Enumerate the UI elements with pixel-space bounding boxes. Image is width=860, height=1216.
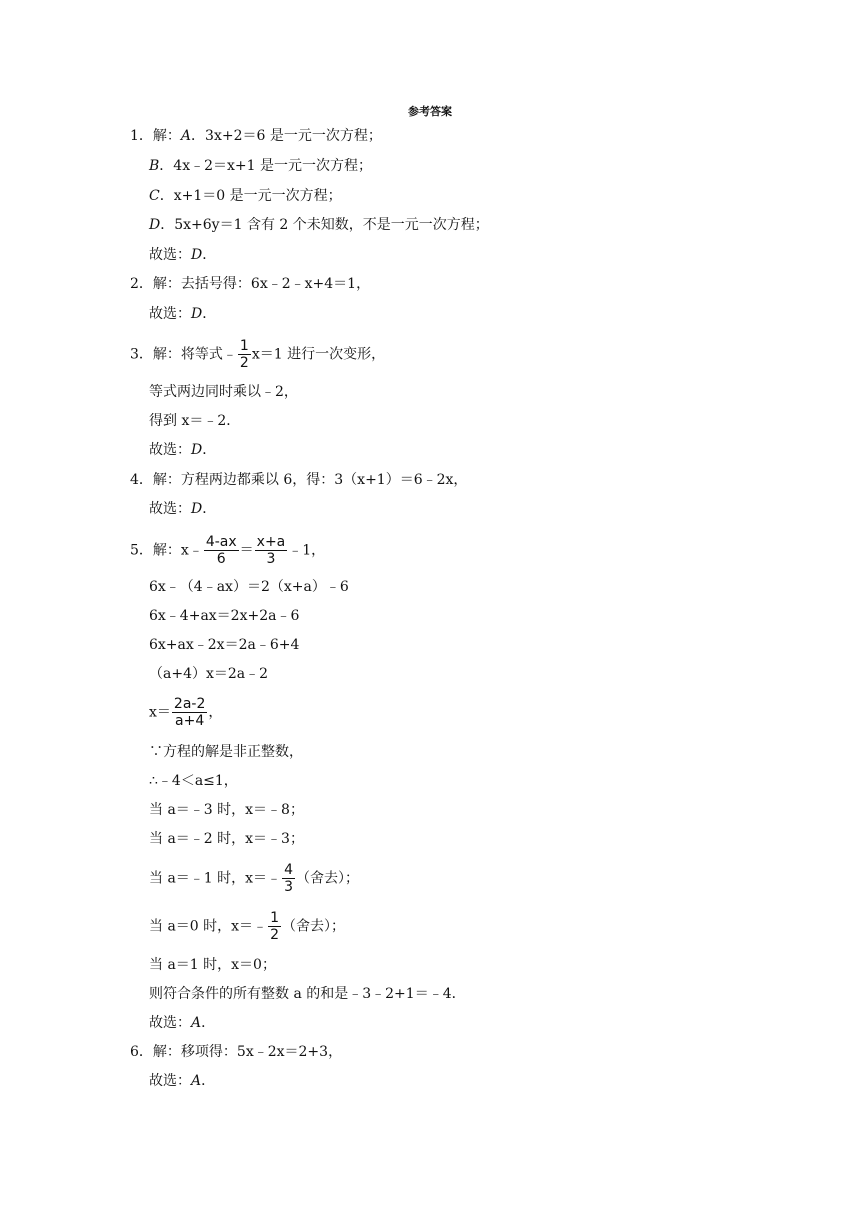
answer-prefix: 故选：: [149, 1073, 191, 1089]
fraction-numerator: x+a: [256, 534, 286, 550]
answer-prefix: 故选：: [149, 1015, 191, 1031]
q5-line2: 6x﹣（4﹣ax）＝2（x+a）﹣6: [149, 579, 349, 595]
q1-line-a: [130, 126, 382, 146]
q1-answer: [149, 245, 216, 265]
q5-answer: [149, 1013, 215, 1033]
q5-line11-pre: 当 a＝﹣1 时，x＝﹣: [149, 870, 282, 887]
q3-post: x＝1 进行一次变形，: [251, 346, 386, 363]
fraction-numerator: 4: [284, 862, 293, 878]
fraction-denominator: a+4: [175, 713, 205, 729]
q5-step: [130, 534, 325, 567]
q5-line12-post: （舍去）；: [281, 918, 345, 935]
fraction-denominator: 6: [216, 551, 226, 567]
q5-line3: 6x﹣4+ax＝2x+2a﹣6: [149, 608, 300, 624]
q4-answer: [149, 499, 216, 519]
q5-post: ﹣1，: [288, 542, 326, 559]
q2-number: 2．: [130, 276, 153, 292]
q6-step: [130, 1042, 342, 1062]
q5-equals: ＝: [239, 542, 254, 559]
answer-choice: D: [191, 247, 203, 263]
q5-line8: ∴﹣4＜a≤1，: [149, 773, 238, 789]
q5-line12-pre: 当 a＝0 时，x＝﹣: [149, 918, 268, 935]
q1-number: 1．: [130, 128, 153, 144]
q5-fraction-2: [255, 534, 288, 567]
q3-answer: [149, 440, 216, 460]
q5-line11-fraction: [282, 862, 295, 895]
answer-end: ．: [201, 1073, 216, 1089]
fraction-numerator: 1: [270, 910, 279, 926]
q5-line6-pre: x＝: [149, 704, 171, 721]
q3-fraction: [238, 338, 251, 371]
q4-step-text: 解：方程两边都乘以 6，得：3（x+1）＝6﹣2x，: [152, 472, 468, 488]
answer-choice: D: [191, 501, 203, 517]
q1-d-eq: ．5x+6y＝1 含有 2 个未知数，不是一元一次方程；: [160, 217, 489, 233]
q4-step: [130, 470, 467, 490]
q6-step-text: 解：移项得：5x﹣2x＝2+3，: [152, 1044, 343, 1060]
q5-line5: （a+4）x＝2a﹣2: [149, 666, 269, 682]
fraction-numerator: 1: [239, 338, 249, 354]
fraction-numerator: 4-ax: [205, 534, 237, 550]
q5-line11: [149, 862, 359, 895]
q1-a-eq: ．3x+2＝6 是一元一次方程；: [191, 128, 382, 144]
q5-line14: 则符合条件的所有整数 a 的和是﹣3﹣2+1＝﹣4．: [149, 986, 466, 1002]
fraction-denominator: 3: [266, 551, 276, 567]
answer-choice: D: [191, 442, 203, 458]
page-title: 参考答案: [408, 105, 452, 118]
q1-c-eq: ．x+1＝0 是一元一次方程；: [159, 188, 342, 204]
q5-line13: 当 a＝1 时，x＝0；: [149, 957, 276, 973]
q3-pre: 解：将等式﹣: [152, 346, 237, 363]
answer-end: ．: [201, 1015, 216, 1031]
q6-number: 6．: [130, 1044, 153, 1060]
q5-line11-post: （舍去）；: [295, 870, 359, 887]
answer-end: ．: [202, 442, 217, 458]
q5-line7: ∵方程的解是非正整数，: [149, 744, 303, 760]
q5-line6-post: ，: [208, 704, 223, 721]
q5-pre: 解：x﹣: [152, 542, 203, 559]
q3-line2: 等式两边同时乘以﹣2，: [149, 384, 298, 400]
q5-line12: [149, 910, 345, 943]
q2-step: [130, 274, 370, 294]
q1-head: 解：: [152, 128, 181, 144]
q3-number: 3．: [130, 346, 153, 363]
q3-line3: 得到 x＝﹣2．: [149, 413, 241, 429]
q1-a-label: A: [180, 128, 192, 144]
q2-answer: [149, 304, 216, 324]
answer-choice: A: [191, 1073, 202, 1089]
fraction-numerator: 2a-2: [173, 696, 206, 712]
answer-end: ．: [202, 501, 217, 517]
answer-prefix: 故选：: [149, 442, 191, 458]
fraction-denominator: 3: [284, 879, 293, 895]
answer-choice: A: [191, 1015, 202, 1031]
q5-line4: 6x+ax﹣2x＝2a﹣6+4: [149, 637, 300, 653]
q1-line-b: [149, 156, 372, 176]
fraction-denominator: 2: [239, 355, 249, 371]
q1-c-label: C: [149, 188, 160, 204]
answer-prefix: 故选：: [149, 501, 191, 517]
answer-prefix: 故选：: [149, 306, 191, 322]
q5-line6-fraction: [172, 696, 207, 729]
q4-number: 4．: [130, 472, 153, 488]
q5-line9: 当 a＝﹣3 时，x＝﹣8；: [149, 802, 304, 818]
q1-d-label: D: [149, 217, 161, 233]
q5-line12-fraction: [268, 910, 281, 943]
q1-line-d: [149, 215, 489, 235]
q1-b-eq: ．4x﹣2＝x+1 是一元一次方程；: [159, 158, 372, 174]
q3-step: [130, 338, 385, 371]
answer-prefix: 故选：: [149, 247, 191, 263]
q5-line10: 当 a＝﹣2 时，x＝﹣3；: [149, 831, 304, 847]
q5-fraction-1: [204, 534, 239, 567]
q5-number: 5．: [130, 542, 153, 559]
answer-end: ．: [202, 306, 217, 322]
q1-line-c: [149, 186, 342, 206]
q2-step-text: 解：去括号得：6x﹣2﹣x+4＝1，: [152, 276, 371, 292]
fraction-denominator: 2: [270, 927, 279, 943]
q5-line6: [149, 696, 222, 729]
answer-end: ．: [202, 247, 217, 263]
q1-b-label: B: [149, 158, 160, 174]
q6-answer: [149, 1071, 215, 1091]
answer-choice: D: [191, 306, 203, 322]
